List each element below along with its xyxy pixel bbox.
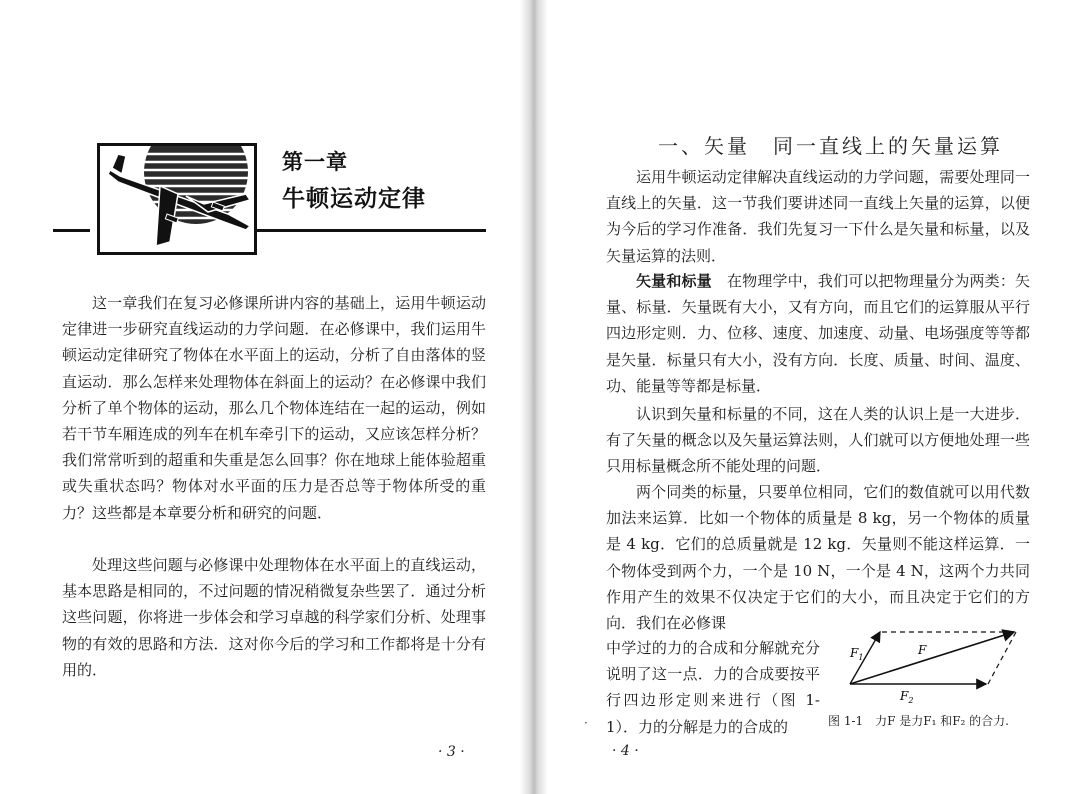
scalar-addition-paragraph: 两个同类的标量，只要单位相同，它们的数值就可以用代数加法来运算．比如一个物体的质量是 8 kg，另一个物体的质量是 4 kg．它们的总质量就是 12 kg．矢量则不能这样运算．一个物体受到两个力，一个是 10 N，一个是 4 N，这两个力共同作用产生的效果不仅决定于它们的大小，而且决定于它们的方向．我们在必修课	[606, 483, 1030, 633]
parallelogram-right-edge	[988, 632, 1016, 684]
vector-scalar-paragraph	[606, 268, 1030, 399]
label-f2: $F_2$	[900, 689, 914, 705]
chapter-intro-paragraph-2: 处理这些问题与必修课中处理物体在水平面上的直线运动，基本思路是相同的，不过问题的情况稍微复杂些罢了．通过分析这些问题，你将进一步体会和学习卓越的科学家们分析、处理事物的有效的思路和方法．这对你今后的学习和工作都将是十分有用的．	[62, 556, 486, 679]
parallelogram-figure	[838, 620, 1038, 710]
chapter-illustration	[97, 143, 257, 255]
force-composition-paragraph: 中学过的力的合成和分解就充分说明了这一点．力的合成要按平行四边形定则来进行（图 1-1）．力的分解是力的合成的	[606, 639, 820, 736]
book-gutter	[520, 0, 548, 794]
right-page	[548, 0, 1080, 794]
chapter-rule-left	[53, 229, 90, 232]
label-f: F	[918, 643, 927, 657]
chapter-rule-right	[243, 229, 486, 232]
figure-caption: 图 1-1 力F 是力F₁ 和F₂ 的合力.	[828, 714, 1009, 728]
page-number-right: · 4 ·	[612, 743, 639, 759]
section-intro-paragraph: 运用牛顿运动定律解决直线运动的力学问题，需要处理同一直线上的矢量．这一节我们要讲述同一直线上矢量的运算，以便为今后的学习作准备．我们先复习一下什么是矢量和标量，以及矢量运算的法则．	[606, 168, 1030, 265]
subsection-body: 在物理学中，我们可以把物理量分为两类：矢量、标量．矢量既有大小，又有方向，而且它们的运算服从平行四边形定则．力、位移、速度、加速度、动量、电场强度等等都是矢量．标量只有大小，没有方向．长度、质量、时间、温度、功、能量等等都是标量．	[606, 272, 1030, 395]
left-page	[0, 0, 520, 794]
chapter-number: 第一章	[282, 150, 348, 174]
label-f1: $F_1$	[850, 646, 864, 662]
resultant-vector-f	[850, 632, 1014, 684]
margin-mark: ·	[584, 716, 588, 730]
progress-paragraph: 认识到矢量和标量的不同，这在人类的认识上是一大进步．有了矢量的概念以及矢量运算法则，人们就可以方便地处理一些只用标量概念所不能处理的问题．	[606, 405, 1030, 476]
section-heading: 一、矢量 同一直线上的矢量运算	[658, 133, 1003, 158]
chapter-title: 牛顿运动定律	[282, 186, 426, 212]
chapter-intro-paragraph-1: 这一章我们在复习必修课所讲内容的基础上，运用牛顿运动定律进一步研究直线运动的力学问题．在必修课中，我们运用牛顿运动定律研究了物体在水平面上的运动，分析了自由落体的竖直运动．那么怎样来处理物体在斜面上的运动？在必修课中我们分析了单个物体的运动，那么几个物体连结在一起的运动，例如若干节车厢连成的列车在机车牵引下的运动，又应该怎样分析？我们常常听到的超重和失重是怎么回事？你在地球上能体验超重或失重状态吗？物体对水平面的压力是否总等于物体所受的重力？这些都是本章要分析和研究的问题．	[62, 294, 486, 522]
page-number: · 3 ·	[438, 744, 465, 760]
subsection-lead: 矢量和标量	[636, 272, 712, 290]
